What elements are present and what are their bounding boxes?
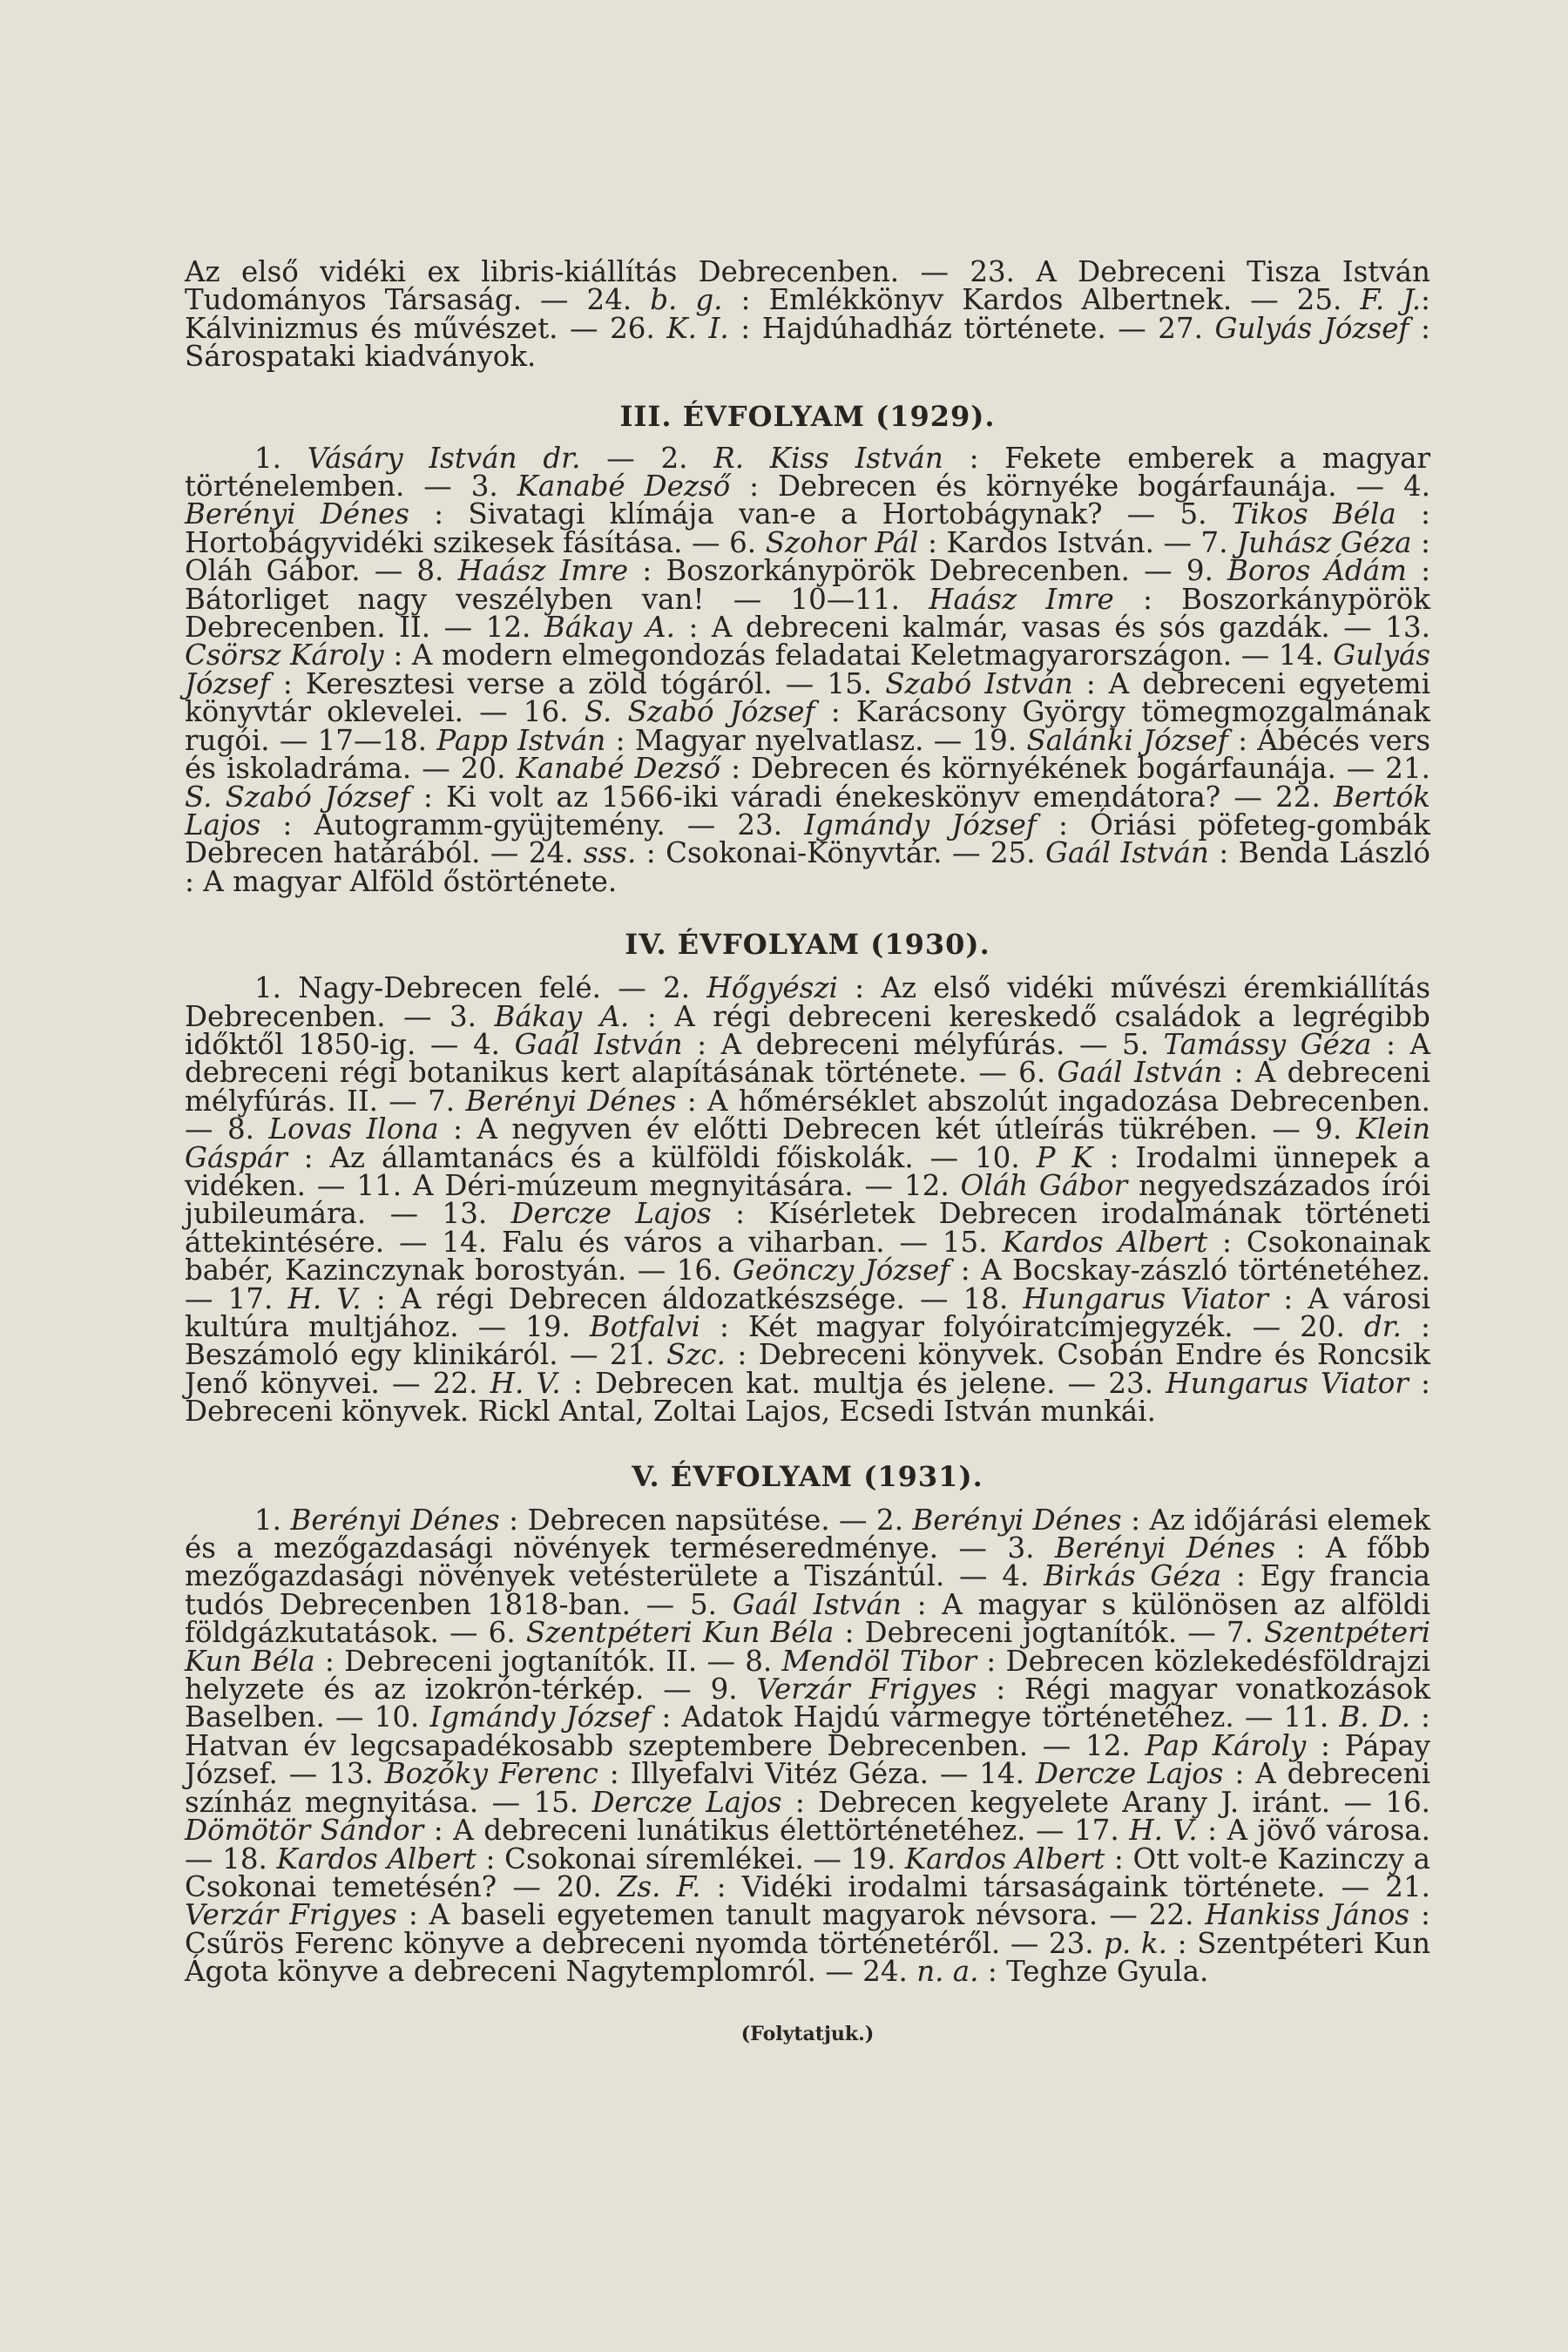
text-segment: : Kardos István. — 7. <box>918 525 1238 559</box>
text-segment: : A modern elmegondozás feladatai Keletmagyarországon. — 14. <box>383 639 1334 672</box>
text-segment: : Debrecen kat. multja és jelene. — 23. <box>560 1366 1166 1400</box>
text-segment: : Ott volt-e Kazinczy a Csokonai temetésén? — 20. <box>185 1842 1430 1903</box>
author-name: R. Kiss István <box>713 441 943 475</box>
author-name: Igmándy József <box>429 1700 652 1734</box>
text-segment: : Az időjárási elemek és a mezőgazdasági növények terméseredménye. — 3. <box>185 1503 1430 1565</box>
author-name: Boros Ádám <box>1227 554 1407 588</box>
section-heading-iii: III. ÉVFOLYAM (1929). <box>619 399 996 433</box>
author-name: H. V. <box>287 1281 362 1315</box>
text-segment: : Az első vidéki művészi éremkiállítás Debrecenben. — 3. <box>185 971 1430 1033</box>
text-segment: : Beszámoló egy klinikáról. — 21. <box>185 1310 1430 1372</box>
author-name: Dercze Lajos <box>591 1785 782 1819</box>
author-name: Dömötör Sándor <box>185 1814 424 1848</box>
text-segment: : Debreceni jogtanítók. — 7. <box>834 1616 1265 1650</box>
text-segment: : A hőmérséklet abszolút ingadozása Debrecenben. — 8. <box>185 1084 1430 1146</box>
text-segment: : Boszorkánypörök Debrecenben. — 9. <box>628 554 1228 588</box>
author-name: Szentpéteri Kun Béla <box>185 1616 1430 1678</box>
author-name: Tikos Béla <box>1231 497 1396 531</box>
text-segment: : Adatok Hajdú vármegye történetéhez. — 11. <box>651 1700 1340 1734</box>
author-name: Igmándy József <box>804 808 1037 841</box>
author-name: Dercze Lajos <box>1035 1757 1224 1791</box>
text-segment: : A debreceni régi botanikus kert alapításának története. — 6. <box>185 1027 1430 1090</box>
author-name: K. I. <box>666 311 729 345</box>
author-name: H. V. <box>1129 1814 1198 1848</box>
text-segment: Az első vidéki ex libris-kiállítás Debrecenben. — 23. A Debreceni Tisza István Tudományos Társaság. — 24. <box>185 255 1430 317</box>
text-segment: : Autogramm-gyüjtemény. — 23. <box>260 808 805 841</box>
text-segment: : Teghze Gyula. <box>978 1955 1209 1989</box>
author-name: Kanabé Dezső <box>516 752 721 786</box>
text-segment: : A debreceni lunátikus élettörténetéhez. — 17. <box>423 1814 1130 1848</box>
text-segment: 1. Nagy-Debrecen felé. — 2. <box>254 971 707 1005</box>
text-segment: : Debreceni könyvek. Csobán Endre és Roncsik Jenő könyvei. — 22. <box>185 1338 1430 1400</box>
section-heading-v: V. ÉVFOLYAM (1931). <box>632 1459 983 1493</box>
text-segment: : Debrecen és környékének bogárfaunája. — 21. <box>720 752 1430 786</box>
text-segment: : Régi magyar vonatkozások Baselben. — 10. <box>185 1673 1430 1734</box>
author-name: Gaál István <box>514 1027 683 1061</box>
text-segment: : A negyven év előtti Debrecen két útleírás tükrében. — 9. <box>438 1112 1356 1146</box>
text-segment: : Oláh Gábor. — 8. <box>185 525 1431 588</box>
text-segment: 1. <box>254 1503 291 1537</box>
text-segment: : Magyar nyelvatlasz. — 19. <box>605 723 1027 757</box>
author-name: Salánki József <box>1026 723 1228 757</box>
text-segment: : Ábécés vers és iskoladráma. — 20. <box>185 723 1431 786</box>
text-segment: : Ki volt az 1566-iki váradi énekeskönyv emendátora? — 22. <box>409 780 1334 814</box>
author-name: Bákay A. <box>544 611 675 645</box>
author-name: Juhász Géza <box>1237 525 1412 559</box>
section-iii-entries <box>185 441 1431 898</box>
author-name: Hőgyészi <box>706 971 838 1005</box>
text-segment: : A magyar s különösen az alföldi földgázkutatások. — 6. <box>185 1587 1430 1650</box>
author-name: Szentpéteri Kun Béla <box>525 1616 835 1650</box>
text-segment: : A debreceni színház megnyitása. — 15. <box>185 1757 1430 1819</box>
text-segment: : Óriási pöfeteg-gombák Debrecen határából. — 24. <box>185 808 1430 870</box>
text-segment: : Szentpéteri Kun Ágota könyve a debreceni Nagytemplomról. — 24. <box>185 1926 1431 1989</box>
author-name: Berényi Dénes <box>290 1503 500 1537</box>
author-name: Hankiss János <box>1205 1898 1410 1932</box>
author-name: Botfalvi <box>589 1310 700 1343</box>
text-segment: : Benda László : A magyar Alföld őstörténete. <box>185 836 1430 898</box>
text-segment: : Hatvan év legcsapadékosabb szeptembere Debrecenben. — 12. <box>185 1700 1431 1762</box>
author-name: Verzár Frigyes <box>756 1673 977 1707</box>
author-name: n. a. <box>916 1955 979 1989</box>
author-name: H. V. <box>490 1366 561 1400</box>
author-name: P K <box>1036 1140 1093 1174</box>
author-name: p. k. <box>1104 1926 1167 1960</box>
text-segment: : A Bocskay-zászló történetéhez. — 17. <box>185 1254 1431 1315</box>
text-segment: : A debreceni kalmár, vasas és sós gazdák. — 13. <box>674 611 1430 645</box>
section-heading-iv: IV. ÉVFOLYAM (1930). <box>625 928 990 962</box>
author-name: Haász Imre <box>929 582 1114 616</box>
text-segment: : Az államtanács és a külföldi főiskolák. — 10. <box>287 1140 1037 1174</box>
author-name: Gaál István <box>1045 836 1209 870</box>
section-iv-entries <box>185 971 1431 1429</box>
author-name: Gaál István <box>1057 1056 1223 1090</box>
text-segment: : Vidéki irodalmi társaságaink története. — 21. <box>700 1869 1430 1903</box>
text-segment: : A debreceni mélyfúrás. II. — 7. <box>185 1056 1430 1118</box>
author-name: Papp István <box>436 723 606 757</box>
author-name: Szc. <box>666 1338 726 1372</box>
text-segment: : Debreceni jogtanítók. II. — 8. <box>314 1644 782 1678</box>
text-segment: — 2. <box>580 441 714 475</box>
text-segment: : A városi kultúra multjához. — 19. <box>185 1281 1430 1343</box>
text-segment: : A régi debreceni kereskedő családok a legrégibb időktől 1850-ig. — 4. <box>185 999 1430 1061</box>
text-segment: : A debreceni egyetemi könyvtár oklevelei. — 16. <box>185 666 1430 729</box>
text-segment: : Boszorkánypörök Debrecenben. II. — 12. <box>185 582 1431 645</box>
text-segment: : A jövő városa. — 18. <box>185 1814 1430 1876</box>
text-segment: : Egy francia tudós Debrecenben 1818-ban. — 5. <box>185 1559 1431 1621</box>
author-name: Dercze Lajos <box>510 1197 712 1231</box>
text-segment: : Debreceni könyvek. Rickl Antal, Zoltai Lajos, Ecsedi István munkái. <box>185 1366 1431 1429</box>
author-name: Haász Imre <box>457 554 629 588</box>
text-segment: : A régi Debrecen áldozatkészsége. — 18. <box>361 1281 1024 1315</box>
author-name: Szohor Pál <box>765 525 919 559</box>
intro-paragraph <box>185 255 1430 374</box>
text-segment: : Debrecen közlekedésföldrajzi helyzete és az izokrón-térkép. — 9. <box>185 1644 1430 1707</box>
author-name: sss. <box>583 836 637 870</box>
text-segment: : Két magyar folyóiratcímjegyzék. — 20. <box>700 1310 1364 1343</box>
author-name: Verzár Frigyes <box>185 1898 397 1932</box>
author-name: b. g. <box>650 283 723 317</box>
author-name: dr. <box>1363 1310 1402 1343</box>
author-name: Mendöl Tibor <box>781 1644 977 1678</box>
author-name: Berényi Dénes <box>465 1084 677 1118</box>
author-name: Kardos Albert <box>1002 1225 1208 1259</box>
text-segment: : A baseli egyetemen tanult magyarok névsora. — 22. <box>396 1898 1206 1932</box>
author-name: Bákay A. <box>494 999 630 1033</box>
text-segment: 1. <box>254 441 308 475</box>
text-segment: : Keresztesi verse a zöld tógáról. — 15. <box>269 666 886 700</box>
author-name: Gaál István <box>732 1587 902 1621</box>
author-name: Szabó István <box>885 666 1073 700</box>
text-segment: : Debrecen kegyelete Arany J. iránt. — 16. <box>781 1785 1430 1819</box>
author-name: Gulyás József <box>1214 311 1409 345</box>
text-segment: : Kísérletek Debrecen irodalmának történeti áttekintésére. — 14. Falu és város a viharban. — 15. <box>185 1197 1430 1259</box>
text-segment: : Csokonai-Könyvtár. — 25. <box>636 836 1045 870</box>
author-name: Gulyás József <box>185 639 1430 700</box>
continued-note: (Folytatjuk.) <box>740 2022 875 2045</box>
author-name: Hungarus Viator <box>1166 1366 1409 1400</box>
text-segment: : Csokonai síremlékei. — 19. <box>476 1842 905 1876</box>
author-name: Vásáry István dr. <box>307 441 581 475</box>
text-segment: : Emlékkönyv Kardos Albertnek. — 25. <box>722 283 1361 317</box>
text-segment: : Karácsony György tömegmozgalmának rugói. — 17—18. <box>185 695 1430 757</box>
text-segment: : A főbb mezőgazdasági növények vetésterülete a Tiszántúl. — 4. <box>185 1531 1430 1593</box>
author-name: Kanabé Dezső <box>517 470 731 504</box>
text-segment: : Kálvinizmus és művészet. — 26. <box>185 283 1430 345</box>
author-name: Hungarus Viator <box>1023 1281 1269 1315</box>
author-name: Bertók Lajos <box>185 780 1430 841</box>
text-segment: : A debreceni mélyfúrás. — 5. <box>682 1027 1164 1061</box>
text-segment: : Irodalmi ünnepek a vidéken. — 11. A Déri-múzeum megnyitására. — 12. <box>185 1140 1430 1202</box>
author-name: Pap Károly <box>1145 1728 1307 1762</box>
text-segment: : Pápay József. — 13. <box>185 1728 1430 1791</box>
author-name: Berényi Dénes <box>912 1503 1122 1537</box>
text-segment: : Bátorliget nagy veszélyben van! — 10—11. <box>185 554 1431 616</box>
author-name: S. Szabó József <box>185 780 410 814</box>
author-name: Tamássy Géza <box>1163 1027 1372 1061</box>
author-name: Berényi Dénes <box>1054 1531 1276 1565</box>
text-segment: : Hajdúhadház története. — 27. <box>728 311 1215 345</box>
text-segment: : Hortobágyvidéki szikesek fásítása. — 6. <box>185 497 1430 559</box>
text-segment: negyedszázados írói jubileumára. — 13. <box>185 1168 1430 1231</box>
author-name: Csörsz Károly <box>185 639 384 672</box>
author-name: Klein Gáspár <box>185 1112 1430 1174</box>
author-name: Oláh Gábor <box>960 1168 1128 1202</box>
text-segment: : Debrecen és környéke bogárfaunája. — 4. <box>730 470 1430 504</box>
author-name: Lovas Ilona <box>268 1112 439 1146</box>
author-name: Zs. F. <box>617 1869 701 1903</box>
section-v-entries <box>185 1503 1431 1989</box>
text-segment: : Sivatagi klímája van-e a Hortobágynak? — 5. <box>409 497 1232 531</box>
author-name: Birkás Géza <box>1044 1559 1222 1593</box>
text-segment: : Fekete emberek a magyar történelemben. — 3. <box>185 441 1430 504</box>
text-segment: : Sárospataki kiadványok. <box>185 311 1430 374</box>
author-name: Berényi Dénes <box>185 497 409 531</box>
author-name: Kardos Albert <box>276 1842 476 1876</box>
text-segment: : Csűrös Ferenc könyve a debreceni nyomda történetéről. — 23. <box>185 1898 1430 1960</box>
author-name: S. Szabó József <box>584 695 815 729</box>
author-name: Bozóky Ferenc <box>384 1757 598 1791</box>
document-page <box>185 255 1431 2305</box>
author-name: Kardos Albert <box>904 1842 1105 1876</box>
author-name: B. D. <box>1339 1700 1410 1734</box>
author-name: F. J. <box>1360 283 1422 317</box>
text-segment: : Csokonainak babér, Kazinczynak borostyán. — 16. <box>185 1225 1430 1288</box>
text-segment: : Illyefalvi Vitéz Géza. — 14. <box>598 1757 1036 1791</box>
text-segment: : Debrecen napsütése. — 2. <box>499 1503 913 1537</box>
author-name: Geönczy József <box>732 1254 950 1288</box>
